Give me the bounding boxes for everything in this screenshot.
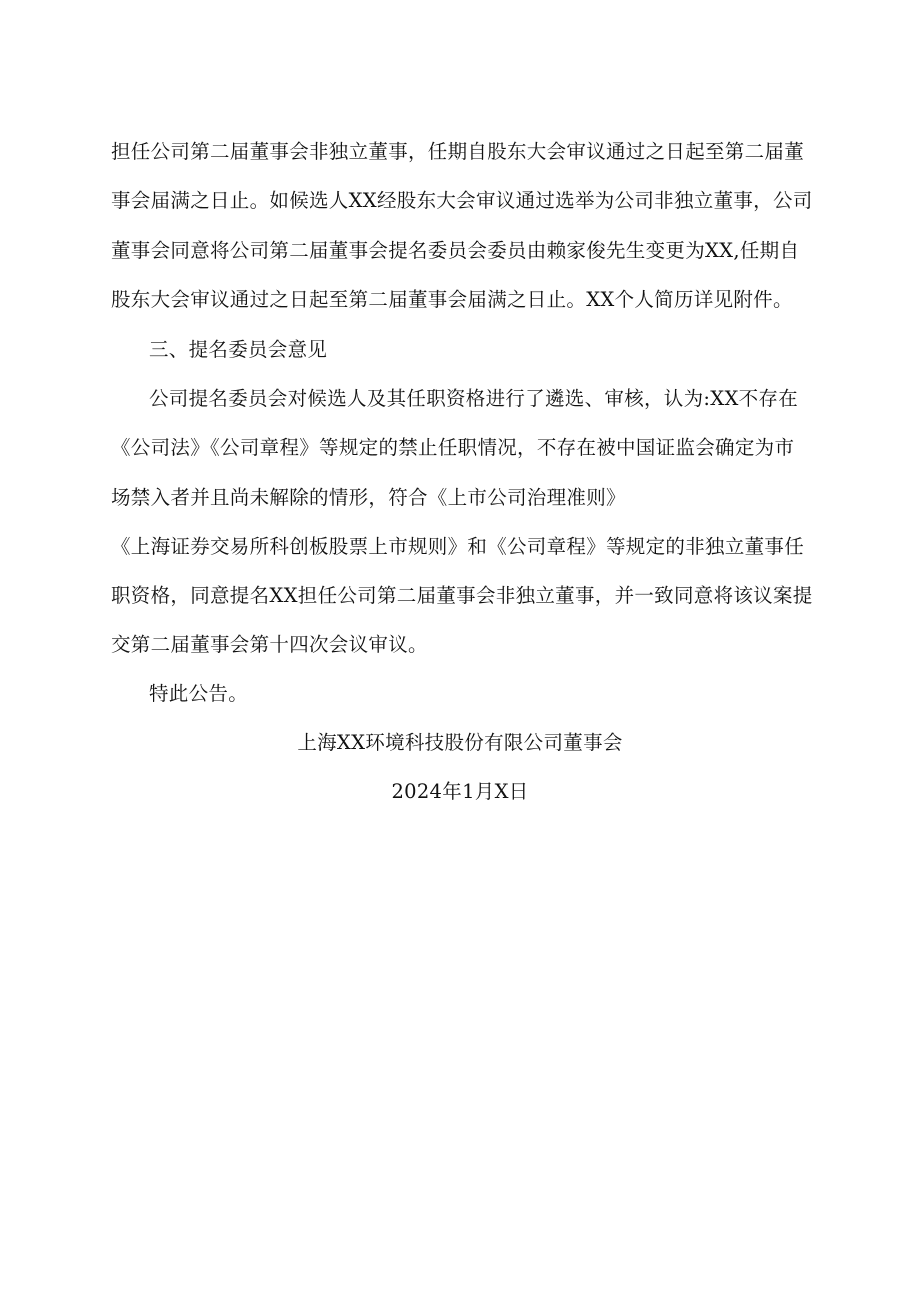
section-3-line-5: 职资格，同意提名XX担任公司第二届董事会非独立董事，并一致同意将该议案提 (111, 584, 813, 607)
signature-date: 2024年1月X日 (391, 780, 529, 803)
section-3-line-1: 公司提名委员会对候选人及其任职资格进行了遴选、审核，认为:XX不存在 (149, 387, 799, 410)
section-3-line-3: 场禁入者并且尚未解除的情形，符合《上市公司治理准则》 (111, 486, 626, 509)
paragraph-1-line-1: 担任公司第二届董事会非独立董事，任期自股东大会审议通过之日起至第二届董 (111, 140, 805, 163)
paragraph-1-line-4: 股东大会审议通过之日起至第二届董事会届满之日止。XX个人简历详见附件。 (111, 288, 793, 311)
signature-company: 上海XX环境科技股份有限公司董事会 (297, 731, 623, 754)
section-3-heading: 三、提名委员会意见 (149, 338, 328, 361)
paragraph-1-line-3: 董事会同意将公司第二届董事会提名委员会委员由赖家俊先生变更为XX,任期自 (111, 239, 800, 262)
section-3-line-4: 《上海证券交易所科创板股票上市规则》和《公司章程》等规定的非独立董事任 (111, 535, 805, 558)
paragraph-1-line-2: 事会届满之日止。如候选人XX经股东大会审议通过选举为公司非独立董事，公司 (111, 189, 813, 212)
section-3-line-2: 《公司法》《公司章程》等规定的禁止任职情况，不存在被中国证监会确定为市 (111, 436, 795, 459)
section-3-line-6: 交第二届董事会第十四次会议审议。 (111, 633, 428, 656)
closing-text: 特此公告。 (149, 682, 249, 705)
